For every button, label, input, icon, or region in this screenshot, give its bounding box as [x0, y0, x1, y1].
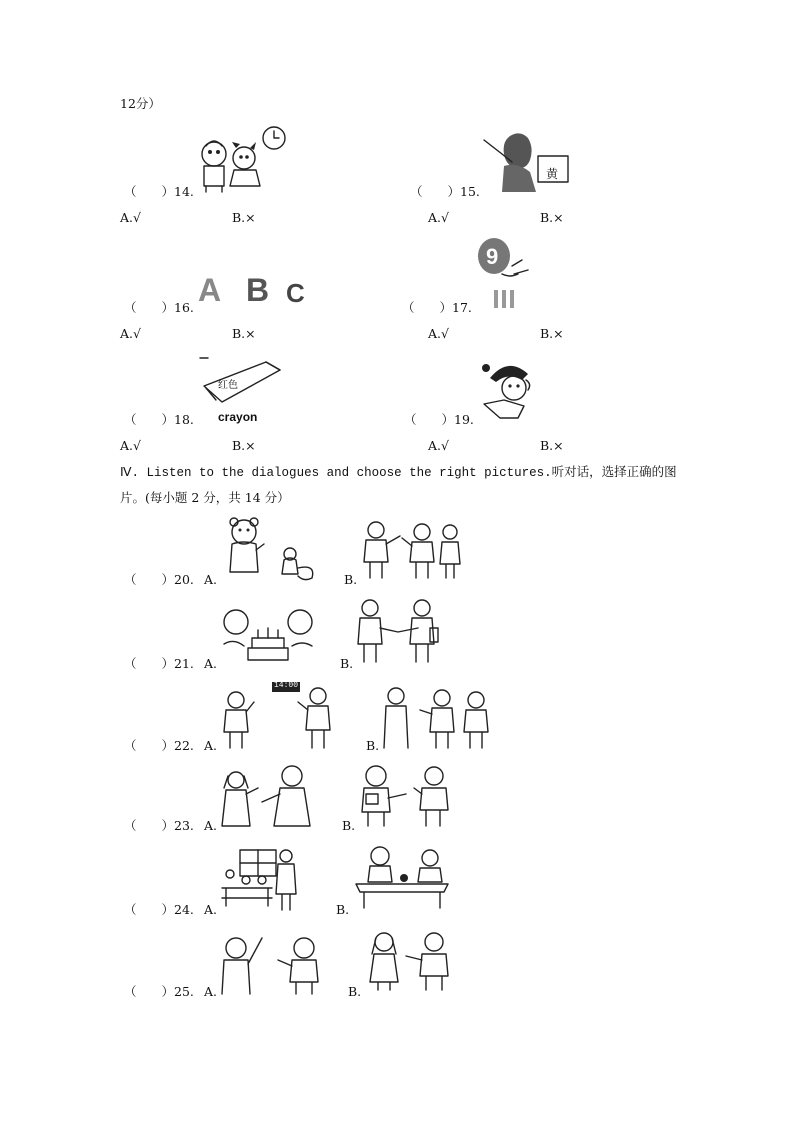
q16-option-a[interactable]: A.√ [120, 326, 141, 341]
q15-picture-girl-card [482, 126, 574, 192]
q17-picture-number-character [472, 234, 536, 312]
q19-option-a[interactable]: A.√ [428, 438, 449, 453]
q19-option-b[interactable]: B.× [540, 438, 564, 453]
q23-option-a[interactable]: A. [204, 818, 218, 833]
q23-picture-a-girl-woman [220, 764, 316, 828]
q16-option-b[interactable]: B.× [232, 326, 256, 341]
header-fragment: 12分） [120, 96, 161, 111]
q18-crayon-text: 红色 [218, 380, 238, 391]
q18-picture-crayon [196, 356, 284, 424]
q20-option-a[interactable]: A. [204, 572, 218, 587]
q17-label: （ ）17. [402, 300, 472, 315]
q25-option-a[interactable]: A. [204, 984, 218, 999]
section4-title-english: Ⅳ. Listen to the dialogues and choose the right pictures. [120, 466, 552, 480]
q16-letter-c: C [286, 278, 305, 308]
q21-option-a[interactable]: A. [204, 656, 218, 671]
q14-label: （ ）14. [124, 184, 194, 199]
q22-picture-b-three-kids [380, 686, 492, 750]
section4-title-line1 [120, 464, 677, 481]
q16-letter-a: A [198, 272, 222, 308]
q20-picture-a-animals [220, 516, 320, 582]
q24-option-a[interactable]: A. [204, 902, 218, 917]
q14-picture-kids-clock [192, 124, 292, 194]
q17-option-a[interactable]: A.√ [428, 326, 449, 341]
q21-label: （ ）21. [124, 656, 194, 671]
section4-title-line2: 片。(每小题 2 分，共 14 分） [120, 490, 290, 505]
q18-option-b[interactable]: B.× [232, 438, 256, 453]
q16-letter-b: B [246, 272, 270, 308]
q23-option-b[interactable]: B. [342, 818, 356, 833]
q22-clock-display: 14:00 [274, 681, 299, 690]
q14-option-b[interactable]: B.× [232, 210, 256, 225]
q24-picture-b-kids-table [354, 844, 450, 910]
q25-picture-b-girl-boy [366, 930, 456, 992]
q20-option-b[interactable]: B. [344, 572, 358, 587]
q18-caption: crayon [218, 410, 258, 424]
q22-label: （ ）22. [124, 738, 194, 753]
q24-picture-a-classroom [220, 846, 306, 912]
q15-label: （ ）15. [410, 184, 480, 199]
q20-label: （ ）20. [124, 572, 194, 587]
q18-option-a[interactable]: A.√ [120, 438, 141, 453]
q17-option-b[interactable]: B.× [540, 326, 564, 341]
q22-option-b[interactable]: B. [366, 738, 380, 753]
q20-picture-b-people [360, 520, 468, 580]
q15-card-text: 黄 [546, 167, 559, 181]
q25-label: （ ）25. [124, 984, 194, 999]
q16-picture-letters [198, 272, 318, 312]
q24-option-b[interactable]: B. [336, 902, 350, 917]
q19-picture-girl-hat [478, 356, 544, 422]
q15-option-b[interactable]: B.× [540, 210, 564, 225]
q21-option-b[interactable]: B. [340, 656, 354, 671]
q22-option-a[interactable]: A. [204, 738, 218, 753]
q19-label: （ ）19. [404, 412, 474, 427]
q18-label: （ ）18. [124, 412, 194, 427]
q15-option-a[interactable]: A.√ [428, 210, 449, 225]
q14-option-a[interactable]: A.√ [120, 210, 141, 225]
q21-picture-b-handshake [356, 598, 446, 664]
q23-picture-b-two-boys [360, 764, 456, 828]
q22-picture-a-boys-clock [220, 680, 340, 750]
q23-label: （ ）23. [124, 818, 194, 833]
section4-title-chinese: 听对话，选择正确的图 [551, 464, 677, 479]
q25-picture-a-two-boys-waving [220, 934, 324, 996]
q24-label: （ ）24. [124, 902, 194, 917]
q17-number: 9 [486, 244, 499, 269]
q25-option-b[interactable]: B. [348, 984, 362, 999]
q21-picture-a-birthday [222, 604, 314, 666]
q16-label: （ ）16. [124, 300, 194, 315]
